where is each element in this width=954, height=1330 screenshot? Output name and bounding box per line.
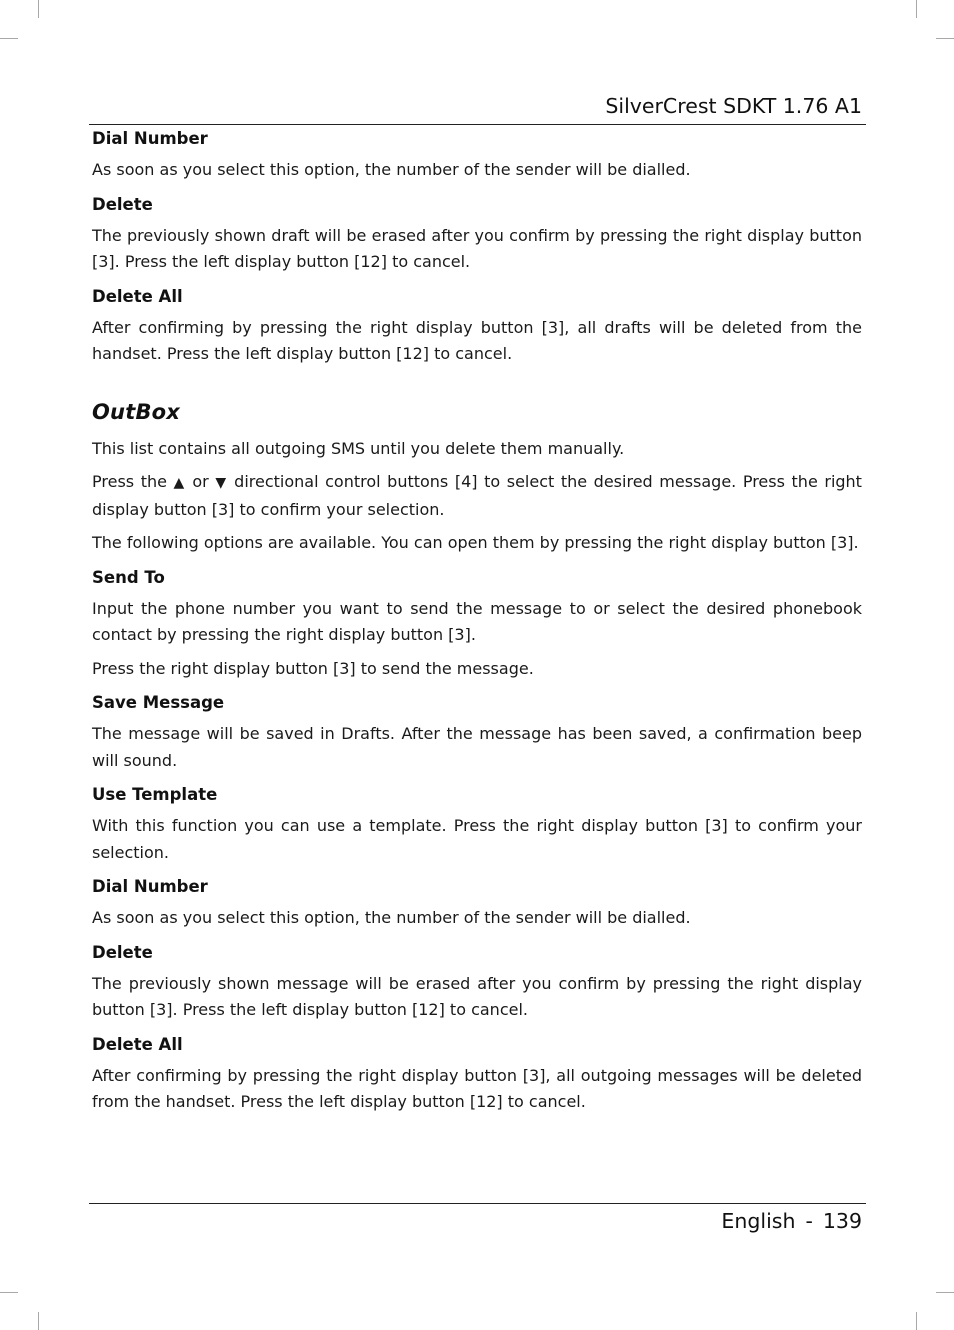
footer-rule bbox=[89, 1203, 866, 1204]
option-heading: Dial Number bbox=[92, 877, 208, 896]
crop-mark bbox=[38, 0, 39, 18]
option-heading: Delete bbox=[92, 942, 153, 962]
nav-text-after: directional control buttons [4] to select the desired message. Press the right display button [3] to confirm your selection. bbox=[92, 472, 862, 519]
navigation-instructions bbox=[92, 469, 862, 523]
section-intro: This list contains all outgoing SMS until you delete them manually. bbox=[92, 438, 625, 458]
option-description: Input the phone number you want to send the message to or select the desired phonebook contact by pressing the right display button [3]. bbox=[92, 598, 862, 644]
option-heading: Delete All bbox=[92, 286, 183, 306]
option-description: Press the right display button [3] to send the message. bbox=[92, 658, 534, 678]
crop-mark bbox=[38, 1312, 39, 1330]
option-description: After confirming by pressing the right display button [3], all drafts will be deleted from the handset. Press the left display button [12] to cancel. bbox=[92, 317, 862, 363]
crop-mark bbox=[0, 1292, 18, 1293]
drafts-options bbox=[92, 125, 862, 368]
option-description: After confirming by pressing the right display button [3], all outgoing messages will be deleted from the handset. Press the left display button [12] to cancel. bbox=[92, 1065, 862, 1111]
option-description: The previously shown message will be erased after you confirm by pressing the right display button [3]. Press the left display button [12] to cancel. bbox=[92, 973, 862, 1019]
crop-mark bbox=[936, 1292, 954, 1293]
option-description: With this function you can use a template. Press the right display button [3] to confirm your selection. bbox=[92, 816, 862, 862]
option-description: The message will be saved in Drafts. After the message has been saved, a confirmation beep will sound. bbox=[92, 724, 862, 770]
options-intro: The following options are available. You can open them by pressing the right display button [3]. bbox=[92, 533, 859, 552]
nav-or: or bbox=[192, 472, 209, 491]
crop-mark bbox=[916, 0, 917, 18]
footer-separator: - bbox=[805, 1209, 813, 1233]
arrow-down-icon: ▼ bbox=[215, 475, 228, 491]
nav-text-before: Press the bbox=[92, 472, 167, 491]
option-heading: Use Template bbox=[92, 785, 218, 804]
option-heading: Save Message bbox=[92, 693, 225, 712]
outbox-options bbox=[92, 564, 862, 1116]
crop-mark bbox=[936, 38, 954, 39]
option-description: As soon as you select this option, the number of the sender will be dialled. bbox=[92, 908, 691, 927]
option-description: The previously shown draft will be erased after you confirm by pressing the right display button [3]. Press the left display button [12] to cancel. bbox=[92, 225, 862, 271]
page-header-title: SilverCrest SDKT 1.76 A1 bbox=[605, 94, 862, 118]
option-description: As soon as you select this option, the number of the sender will be dialled. bbox=[92, 160, 691, 179]
section-title: OutBox bbox=[92, 399, 181, 424]
footer-language: English bbox=[721, 1209, 796, 1233]
option-heading: Delete All bbox=[92, 1034, 183, 1054]
page-footer bbox=[721, 1209, 862, 1233]
option-heading: Delete bbox=[92, 194, 153, 214]
option-heading: Send To bbox=[92, 567, 165, 587]
arrow-up-icon: ▲ bbox=[173, 475, 186, 491]
option-heading: Dial Number bbox=[92, 129, 208, 148]
crop-mark bbox=[0, 38, 18, 39]
crop-mark bbox=[916, 1312, 917, 1330]
page-content bbox=[92, 125, 862, 1123]
page-number: 139 bbox=[822, 1209, 862, 1233]
